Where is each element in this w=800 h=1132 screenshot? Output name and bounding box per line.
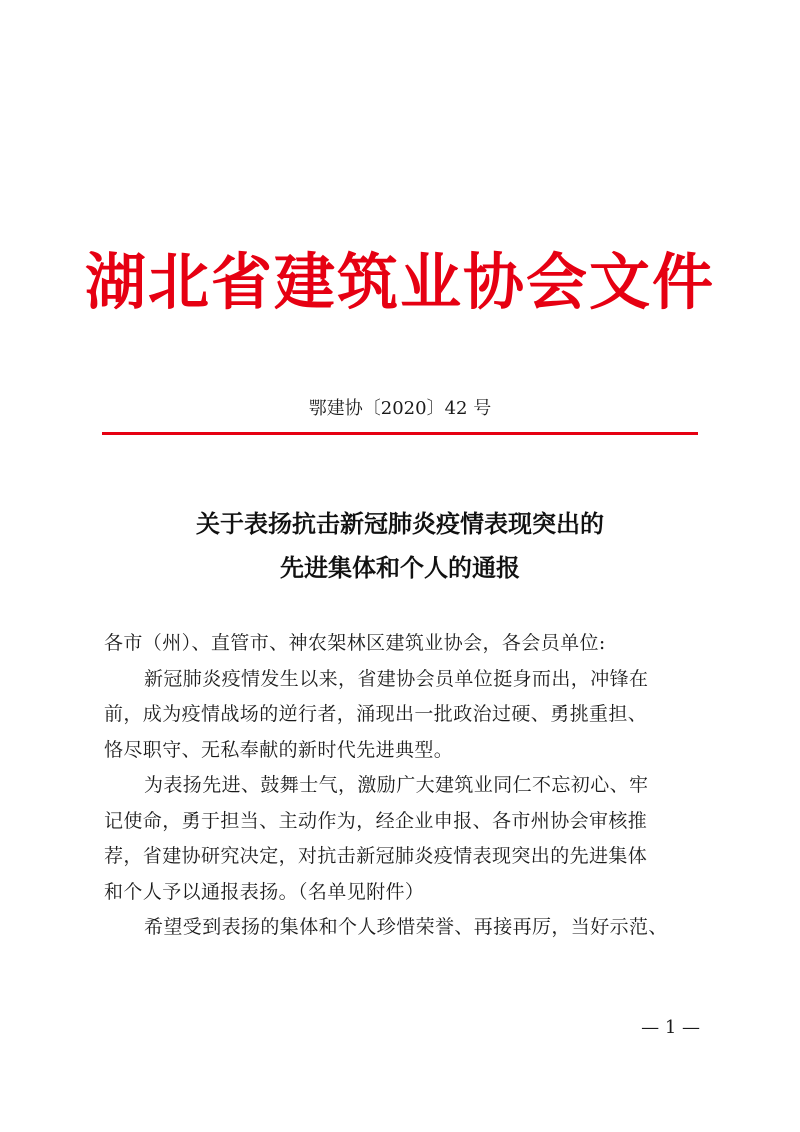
body-line: 恪尽职守、无私奉献的新时代先进典型。 — [104, 738, 454, 761]
page-number: — 1 — — [641, 1017, 700, 1038]
body-line: 希望受到表扬的集体和个人珍惜荣誉、再接再厉，当好示范、 — [144, 916, 668, 938]
document-header-title: 湖北省建筑业协会文件 — [84, 247, 715, 318]
body-line: 为表扬先进、鼓舞士气，激励广大建筑业同仁不忘初心、牢 — [144, 774, 649, 796]
salutation: 各市（州）、直管市、神农架林区建筑业协会，各会员单位: — [104, 632, 606, 654]
body-line: 新冠肺炎疫情发生以来，省建协会员单位挺身而出，冲锋在 — [144, 667, 649, 690]
body-line: 和个人予以通报表扬。（名单见附件） — [104, 880, 425, 903]
notice-title — [60, 502, 740, 590]
body-line: 前，成为疫情战场的逆行者，涌现出一批政治过硬、勇挑重担、 — [104, 703, 648, 725]
notice-title-line-2: 先进集体和个人的通报 — [280, 553, 520, 582]
document-number: 鄂建协〔2020〕42 号 — [308, 398, 492, 419]
body-line: 荐，省建协研究决定，对抗击新冠肺炎疫情表现突出的先进集体 — [104, 845, 648, 867]
red-divider-line — [102, 432, 698, 435]
body-line: 记使命，勇于担当、主动作为，经企业申报、各市州协会审核推 — [104, 809, 648, 832]
document-body — [104, 626, 704, 946]
notice-title-line-1: 关于表扬抗击新冠肺炎疫情表现突出的 — [196, 509, 604, 538]
